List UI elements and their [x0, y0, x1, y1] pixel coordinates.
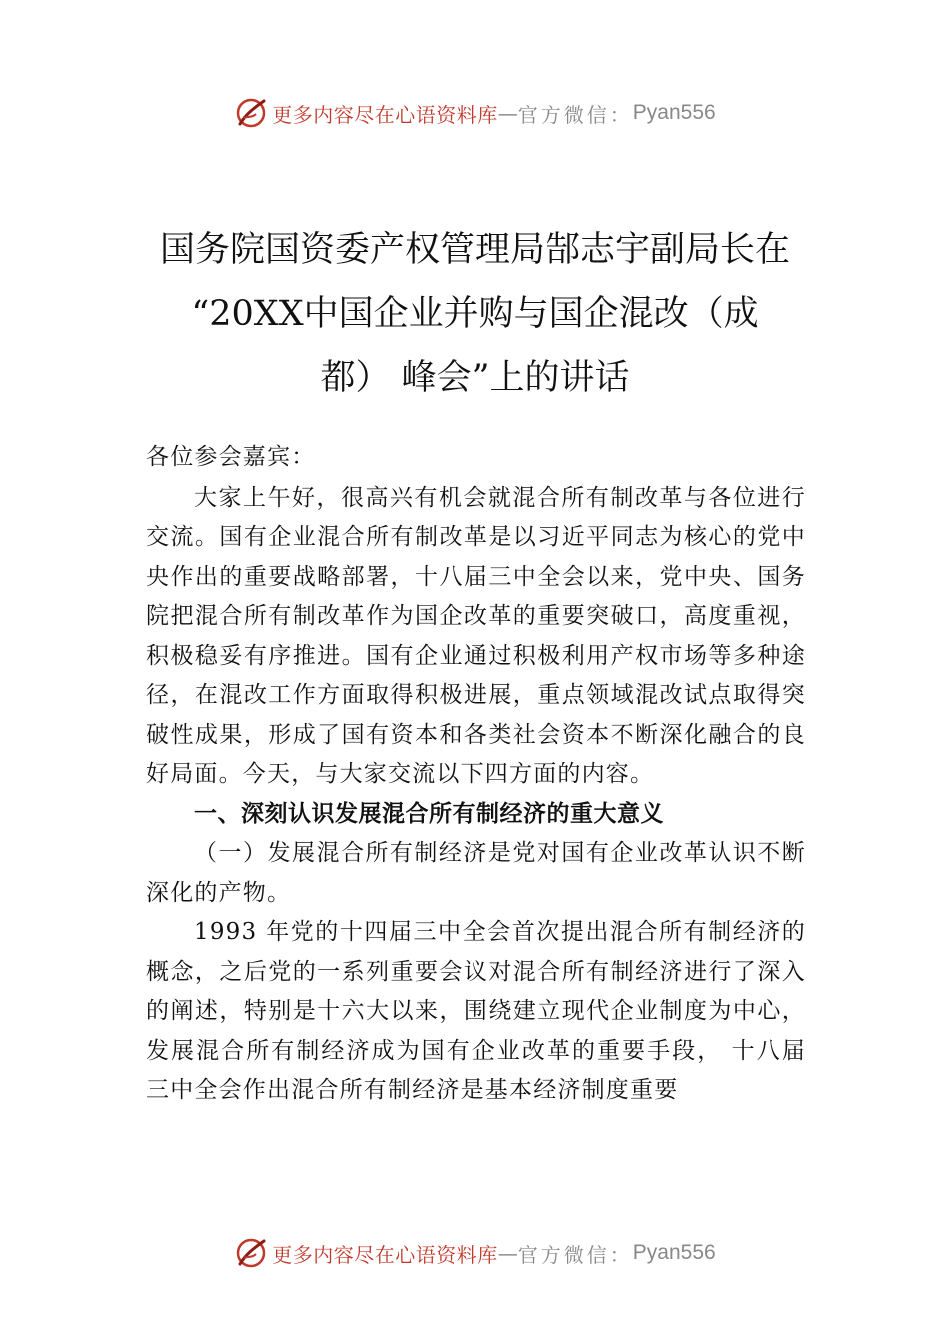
watermark-banner-bottom — [0, 1233, 950, 1273]
document-title — [120, 218, 830, 410]
paragraph-intro: 大家上午好，很高兴有机会就混合所有制改革与各位进行交流。国有企业混合所有制改革是以习近平同志为核心的党中央作出的重要战略部署，十八届三中全会以来，党中央、国务院把混合所有制改革作为国企改革的重要突破口，高度重视，积极稳妥有序推进。国有企业通过积极利用产权市场等多种途径，在混改工作方面取得积极进展，重点领域混改试点取得突破性成果，形成了国有资本和各类社会资本不断深化融合的良好局面。今天，与大家交流以下四方面的内容。 — [146, 484, 806, 787]
watermark-main-text: 更多内容尽在心语资料库 — [272, 102, 498, 127]
watermark-dash: — — [497, 1241, 518, 1265]
title-line-2: “20XX中国企业并购与国企混改（成 — [191, 294, 759, 334]
watermark-main-text: 更多内容尽在心语资料库 — [272, 1242, 498, 1267]
title-line-1: 国务院国资委产权管理局郜志宇副局长在 — [159, 230, 790, 270]
watermark-label: 官方微信： — [517, 102, 633, 127]
watermark-banner-top — [0, 93, 950, 133]
subsection-heading-1: （一）发展混合所有制经济是党对国有企业改革认识不断深化的产物。 — [146, 840, 806, 906]
title-line-3: 都） 峰会”上的讲话 — [320, 358, 630, 398]
section-heading-1: 一、深刻认识发展混合所有制经济的重大意义 — [194, 800, 664, 827]
brush-logo-icon — [234, 1236, 268, 1270]
paragraph-history: 1993 年党的十四届三中全会首次提出混合所有制经济的概念，之后党的一系列重要会议对混合所有制经济进行了深入的阐述，特别是十六大以来，围绕建立现代企业制度为中心，发展混合所有制经济成为国有企业改革的重要手段， 十八届三中全会作出混合所有制经济是基本经济制度重要 — [146, 919, 806, 1103]
watermark-label: 官方微信： — [517, 1242, 633, 1267]
watermark-id: Pyan556 — [632, 101, 716, 124]
brush-logo-icon — [234, 96, 268, 130]
watermark-id: Pyan556 — [632, 1241, 716, 1264]
greeting: 各位参会嘉宾： — [146, 444, 316, 470]
document-body — [146, 438, 806, 1111]
watermark-dash: — — [497, 101, 518, 125]
